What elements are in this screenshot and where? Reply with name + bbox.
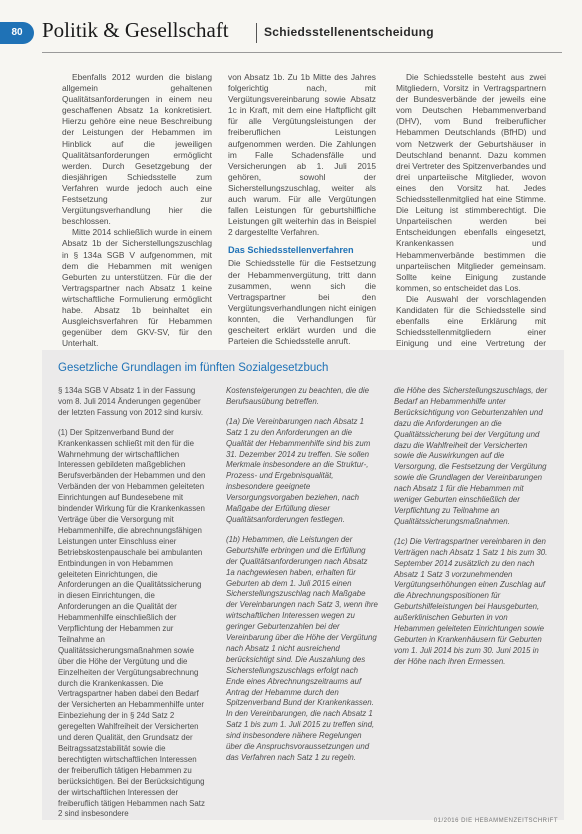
box-paragraph: (1b) Hebammen, die Leistungen der Geburtshilfe erbringen und die Erfüllung der Qualitätsanforderungen nach Absatz 1a nachgewiesen haben, erhalten für Geburten ab dem 1. Juli 2015 einen Sicherstellungszuschlag nach Maßgabe der Vereinbarungen nach Satz 3, wenn ihre wirtschaftlichen Interessen wegen zu geringer Geburtenzahlen bei der Vereinbarung über die Höhe der Vergütung nach Absatz 1 nicht ausreichend berücksichtigt sind. Die Auszahlung des Sicherstellungszuschlags erfolgt nach Ende eines Abrechnungszeitraums auf Antrag der Hebamme durch den Spitzenverband Bund der Krankenkassen. In den Vereinbarungen, die nach Absatz 1 Satz 1 bis zum 1. Juli 2015 zu treffen sind, sind insbesondere nähere Regelungen über die Anspruchsvoraussetzungen und das Verfahren nach Satz 1 zu regeln. — [226, 534, 378, 762]
article-column-1 — [62, 72, 212, 349]
section-title: Politik & Gesellschaft — [42, 18, 229, 42]
header-rule — [42, 52, 562, 53]
article-paragraph: Mitte 2014 schließlich wurde in einem Absatz 1b der Sicherstellungszuschlag in § 134a SGB V aufgenommen, mit dem die Hebammen mit wenigen Geburten zu unterstützen. Für die der Vertragspartner nach Absatz 1 keine wirtschaftliche Formulierung ermöglicht habe. Absatz 1b beinhaltet ein Ausgleichsverfahren für Hebammen gegenüber dem GKV-SV, für den Unterhalt. — [62, 227, 212, 349]
article-column-3 — [396, 72, 546, 360]
box-paragraph: (1) Der Spitzenverband Bund der Krankenkassen schließt mit den für die Wahrnehmung der wirtschaftlichen Interessen gebildeten maßgeblichen Berufsverbänden der Hebammen und den Verbänden der von Hebammen geleiteten Einrichtungen auf Bundesebene mit bindender Wirkung für die Krankenkassen Verträge über die Versorgung mit Hebammenhilfe, die abrechnungsfähigen Leistungen unter Einschluss einer Betriebskostenpauschale bei ambulanten Entbindungen in von Hebammen geleiteten Einrichtungen, die Anforderungen an die Qualitätssicherung in diesen Einrichtungen, die Anforderungen an die Qualität der Hebammenhilfe einschließlich der Verpflichtung der Hebammen zur Teilnahme an Qualitätssicherungsmaßnahmen sowie über die Höhe der Vergütung und die Einzelheiten der Vergütungsabrechnung durch die Krankenkassen. Die Vertragspartner haben dabei den Bedarf der Versicherten an Hebammenhilfe unter Einbeziehung der in § 24d Satz 2 geregelten Wahlfreiheit der Versicherten und deren Qualität, den Grundsatz der Beitragssatzstabilität sowie die berechtigten wirtschaftlichen Interessen der freiberuflich tätigen Hebammen zu berücksichtigen. Bei der Berücksichtigung der wirtschaftlichen Interessen der freiberuflich tätigen Hebammen nach Satz 2 sind insbesondere — [58, 427, 206, 819]
box-column-1 — [58, 386, 208, 829]
page-number-badge: 80 — [0, 22, 34, 44]
article-column-2 — [228, 72, 376, 347]
subsection-title: Schiedsstellenentscheidung — [264, 25, 434, 39]
box-column-3 — [394, 386, 548, 677]
box-paragraph: (1a) Die Vereinbarungen nach Absatz 1 Satz 1 zu den Anforderungen an die Qualität der Hebammenhilfe sind bis zum 31. Dezember 2014 zu treffen. Sie sollen Merkmale insbesondere an die Struktur-, Prozess- und Ergebnisqualität, insbesondere geeignete Versorgungsvorgaben beziehen, nach Maßgabe der Erfüllung dieser Qualitätsanforderungen festlegen. — [226, 416, 371, 524]
article-paragraph: von Absatz 1b. Zu 1b Mitte des Jahres folgerichtig nach, mit Vergütungsvereinbarung sowie Absatz 1c in Kraft, mit dem eine Haftpflicht gilt für alle Vergütungsleistungen der freiberuflichen Leistungen aufgenommen werden. Die Zahlungen im Falle Schadensfälle und Versicherungen ab 1. Juli 2015 gehören, sowohl der Sicherstellungszuschlag, weiter als auch warum. Für alle Vergütungen fallen Leistungen für geburtshilfliche Leistungen gilt weiterhin das in Beispiel 2 dargestellte Verfahren. — [228, 72, 376, 238]
page-header — [0, 18, 582, 54]
article-paragraph: Ebenfalls 2012 wurden die bislang allgemein gehaltenen Qualitätsanforderungen in einem neu geschaffenen Absatz 1a konkretisiert. Hierzu gehöre eine neue Beschreibung der Leistungen der Hebammen im Hinblick auf die jeweiligen Qualitätsanforderungen ermöglicht werden. Durch Gesetzgebung der diesjährigen Schiedsstelle zum Verfahren wurde jedoch auch eine Festsetzung zur Vergütungsverhandlung hier die beschlossen. — [62, 72, 212, 227]
article-paragraph: Die Schiedsstelle für die Festsetzung der Hebammenvergütung, tritt dann zusammen, wenn sich die Vertragspartner bei den Vergütungsverhandlungen nicht einigen konnten, die Verhandlungen für gescheitert erklärt wurden und die Parteien die Schiedsstelle anruft. — [228, 258, 376, 347]
article-paragraph: Die Schiedsstelle besteht aus zwei Mitgliedern, Vorsitz in Vertragspartnern der Bundesverbände der jeweils eine vom Deutschen Hebammenverband (DHV), vom Bund freiberuflicher Hebammen Deutschlands (BfHD) und vom Netzwerk der Geburtshäuser in Deutschland benannt. Dazu kommen drei Vertreter des Spitzenverbandes und drei unparteiische Mitglieder, wovon eines den Vorsitz hat. Jedes Schiedsstellenmitglied hat eine Stimme. Die Leitung ist stimmberechtigt. Die Unparteiischen werden bei Entscheidungen ebenfalls eingesetzt, Krankenkassen und Hebammenverbände bestimmen die unparteiischen Mitglieder gemeinsam. Sollte keine Einigung zustande kommen, so entscheidet das Los. — [396, 72, 546, 293]
page-footer: 01/2016 DIE HEBAMMENZEITSCHRIFT — [433, 818, 558, 824]
article-subheading: Das Schiedsstellenverfahren — [228, 245, 354, 256]
box-paragraph: (1c) Die Vertragspartner vereinbaren in den Verträgen nach Absatz 1 Satz 1 bis zum 30. September 2014 zusätzlich zu den nach Absatz 1 Satz 3 vorzunehmenden Vergütungserhöhungen einen Zuschlag auf die Abrechnungspositionen für Geburtshilfeleistungen bei Hausgeburten, außerklinischen Geburten in von Hebammen geleiteten Einrichtungen sowie Geburten in Krankenhäusern für Geburten vom 1. Juli 2014 bis zum 30. Juni 2015 in der Höhe nach ihren Ermessen. — [394, 536, 548, 666]
box-column-2 — [226, 386, 378, 773]
header-divider — [256, 23, 257, 43]
box-title: Gesetzliche Grundlagen im fünften Sozialgesetzbuch — [58, 362, 329, 374]
article-paragraph: Die Auswahl der vorschlagenden Kandidaten für die Schiedsstelle sind ebenfalls eine Erklärung mit Schiedsstellenmitgliedern einer Einigung und eine Vertretung der — [396, 293, 546, 349]
box-paragraph: § 134a SGB V Absatz 1 in der Fassung vom 8. Juli 2014 Änderungen gegenüber der letzten Fassung von 2012 sind kursiv. — [58, 386, 204, 417]
box-paragraph: Kostensteigerungen zu beachten, die die Berufsausübung betreffen. — [226, 386, 370, 406]
box-paragraph: die Höhe des Sicherstellungszuschlags, der Bedarf an Hebammenhilfe unter Berücksichtigung von Geburtenzahlen und dazu die Anforderungen an die Qualitätssicherung bei der Vergütung und dazu die Wahlfreiheit der Versicherten sowie die Auswirkungen auf die Versorgung, die Festsetzung der Vergütung sowie die Grundlagen der Vereinbarungen nach Absatz 1 für die Hebammen mit weniger Geburten einschließlich der Verpflichtung zu Teilnahme an Qualitätssicherungsmaßnahmen. — [394, 386, 548, 526]
